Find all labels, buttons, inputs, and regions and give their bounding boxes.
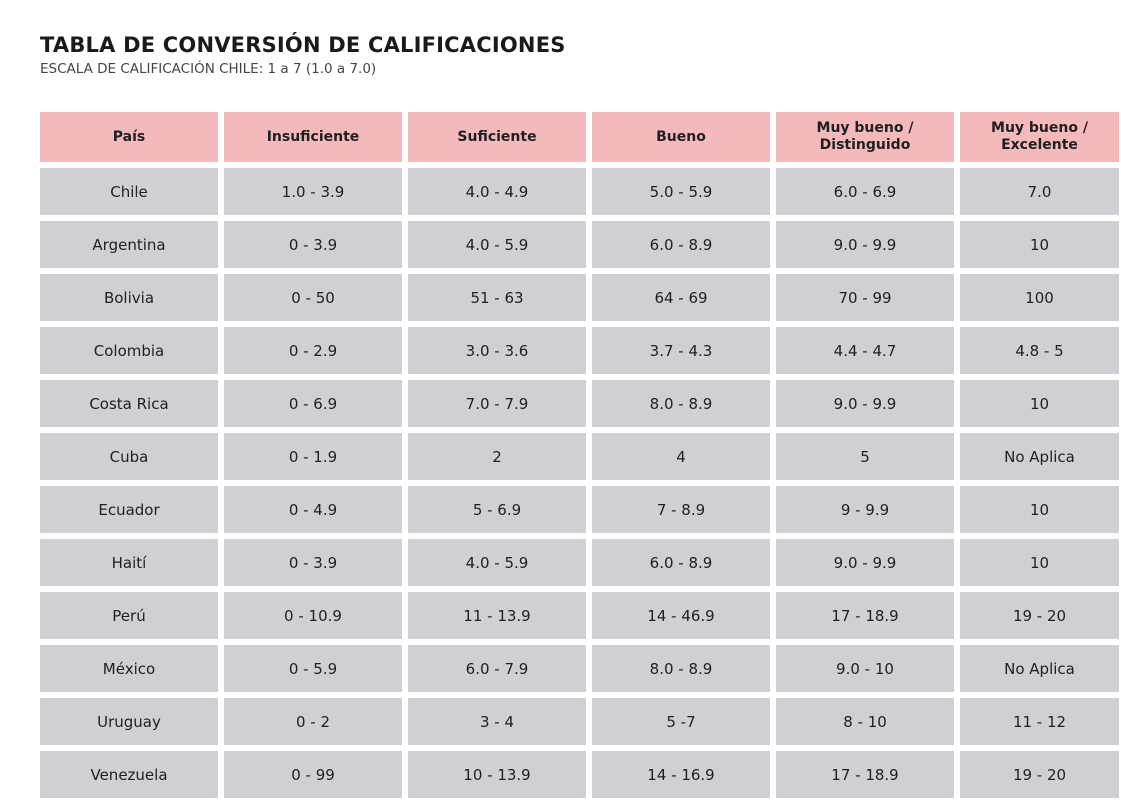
table-cell-very-good-excellent: 19 - 20	[960, 592, 1119, 639]
table-cell-insufficient: 0 - 2	[224, 698, 402, 745]
table-cell-insufficient: 0 - 6.9	[224, 380, 402, 427]
table-cell-sufficient: 7.0 - 7.9	[408, 380, 586, 427]
table-cell-country: Costa Rica	[40, 380, 218, 427]
table-cell-very-good-distinguished: 9.0 - 9.9	[776, 539, 954, 586]
table-cell-very-good-excellent: 10	[960, 486, 1119, 533]
table-cell-sufficient: 5 - 6.9	[408, 486, 586, 533]
grade-conversion-table	[40, 112, 1119, 798]
table-cell-good: 14 - 16.9	[592, 751, 770, 798]
table-cell-insufficient: 0 - 1.9	[224, 433, 402, 480]
table-cell-insufficient: 1.0 - 3.9	[224, 168, 402, 215]
table-cell-good: 6.0 - 8.9	[592, 221, 770, 268]
table-cell-country: México	[40, 645, 218, 692]
table-cell-very-good-excellent: No Aplica	[960, 645, 1119, 692]
table-cell-good: 5 -7	[592, 698, 770, 745]
table-cell-very-good-distinguished: 9.0 - 10	[776, 645, 954, 692]
table-cell-country: Haití	[40, 539, 218, 586]
table-cell-very-good-distinguished: 70 - 99	[776, 274, 954, 321]
table-cell-very-good-distinguished: 9.0 - 9.9	[776, 221, 954, 268]
table-cell-good: 64 - 69	[592, 274, 770, 321]
table-cell-very-good-distinguished: 5	[776, 433, 954, 480]
table-cell-sufficient: 51 - 63	[408, 274, 586, 321]
table-cell-very-good-excellent: No Aplica	[960, 433, 1119, 480]
table-cell-sufficient: 2	[408, 433, 586, 480]
table-cell-very-good-distinguished: 4.4 - 4.7	[776, 327, 954, 374]
header-cell-country: País	[40, 112, 218, 162]
table-cell-sufficient: 3 - 4	[408, 698, 586, 745]
table-cell-country: Argentina	[40, 221, 218, 268]
table-cell-country: Colombia	[40, 327, 218, 374]
table-cell-sufficient: 3.0 - 3.6	[408, 327, 586, 374]
table-cell-sufficient: 10 - 13.9	[408, 751, 586, 798]
table-cell-very-good-excellent: 4.8 - 5	[960, 327, 1119, 374]
table-cell-very-good-excellent: 11 - 12	[960, 698, 1119, 745]
table-cell-country: Cuba	[40, 433, 218, 480]
header-cell-good: Bueno	[592, 112, 770, 162]
table-cell-sufficient: 4.0 - 5.9	[408, 539, 586, 586]
table-cell-country: Perú	[40, 592, 218, 639]
page-title: TABLA DE CONVERSIÓN DE CALIFICACIONES	[40, 33, 566, 57]
table-cell-insufficient: 0 - 99	[224, 751, 402, 798]
table-cell-very-good-excellent: 10	[960, 380, 1119, 427]
table-cell-country: Chile	[40, 168, 218, 215]
header-cell-insufficient: Insuficiente	[224, 112, 402, 162]
table-cell-very-good-excellent: 10	[960, 539, 1119, 586]
table-cell-very-good-distinguished: 8 - 10	[776, 698, 954, 745]
table-cell-good: 8.0 - 8.9	[592, 645, 770, 692]
table-cell-insufficient: 0 - 2.9	[224, 327, 402, 374]
table-cell-very-good-excellent: 19 - 20	[960, 751, 1119, 798]
header-cell-very-good-excellent: Muy bueno / Excelente	[960, 112, 1119, 162]
table-cell-very-good-excellent: 7.0	[960, 168, 1119, 215]
table-cell-sufficient: 11 - 13.9	[408, 592, 586, 639]
table-cell-good: 14 - 46.9	[592, 592, 770, 639]
table-cell-good: 5.0 - 5.9	[592, 168, 770, 215]
table-cell-good: 6.0 - 8.9	[592, 539, 770, 586]
table-cell-very-good-distinguished: 9 - 9.9	[776, 486, 954, 533]
page-subtitle: ESCALA DE CALIFICACIÓN CHILE: 1 a 7 (1.0 a 7.0)	[40, 61, 377, 77]
table-cell-sufficient: 4.0 - 5.9	[408, 221, 586, 268]
table-cell-very-good-excellent: 10	[960, 221, 1119, 268]
table-cell-very-good-excellent: 100	[960, 274, 1119, 321]
table-cell-good: 7 - 8.9	[592, 486, 770, 533]
table-cell-good: 4	[592, 433, 770, 480]
table-cell-country: Uruguay	[40, 698, 218, 745]
table-cell-insufficient: 0 - 5.9	[224, 645, 402, 692]
table-cell-sufficient: 4.0 - 4.9	[408, 168, 586, 215]
table-cell-sufficient: 6.0 - 7.9	[408, 645, 586, 692]
table-cell-insufficient: 0 - 4.9	[224, 486, 402, 533]
table-cell-good: 3.7 - 4.3	[592, 327, 770, 374]
table-cell-very-good-distinguished: 6.0 - 6.9	[776, 168, 954, 215]
table-cell-insufficient: 0 - 3.9	[224, 221, 402, 268]
table-cell-country: Ecuador	[40, 486, 218, 533]
header-cell-very-good-distinguished: Muy bueno / Distinguido	[776, 112, 954, 162]
table-cell-country: Bolivia	[40, 274, 218, 321]
table-cell-insufficient: 0 - 3.9	[224, 539, 402, 586]
table-cell-insufficient: 0 - 50	[224, 274, 402, 321]
table-cell-country: Venezuela	[40, 751, 218, 798]
table-cell-very-good-distinguished: 17 - 18.9	[776, 592, 954, 639]
table-cell-insufficient: 0 - 10.9	[224, 592, 402, 639]
header-cell-sufficient: Suficiente	[408, 112, 586, 162]
table-cell-very-good-distinguished: 9.0 - 9.9	[776, 380, 954, 427]
table-cell-good: 8.0 - 8.9	[592, 380, 770, 427]
table-cell-very-good-distinguished: 17 - 18.9	[776, 751, 954, 798]
